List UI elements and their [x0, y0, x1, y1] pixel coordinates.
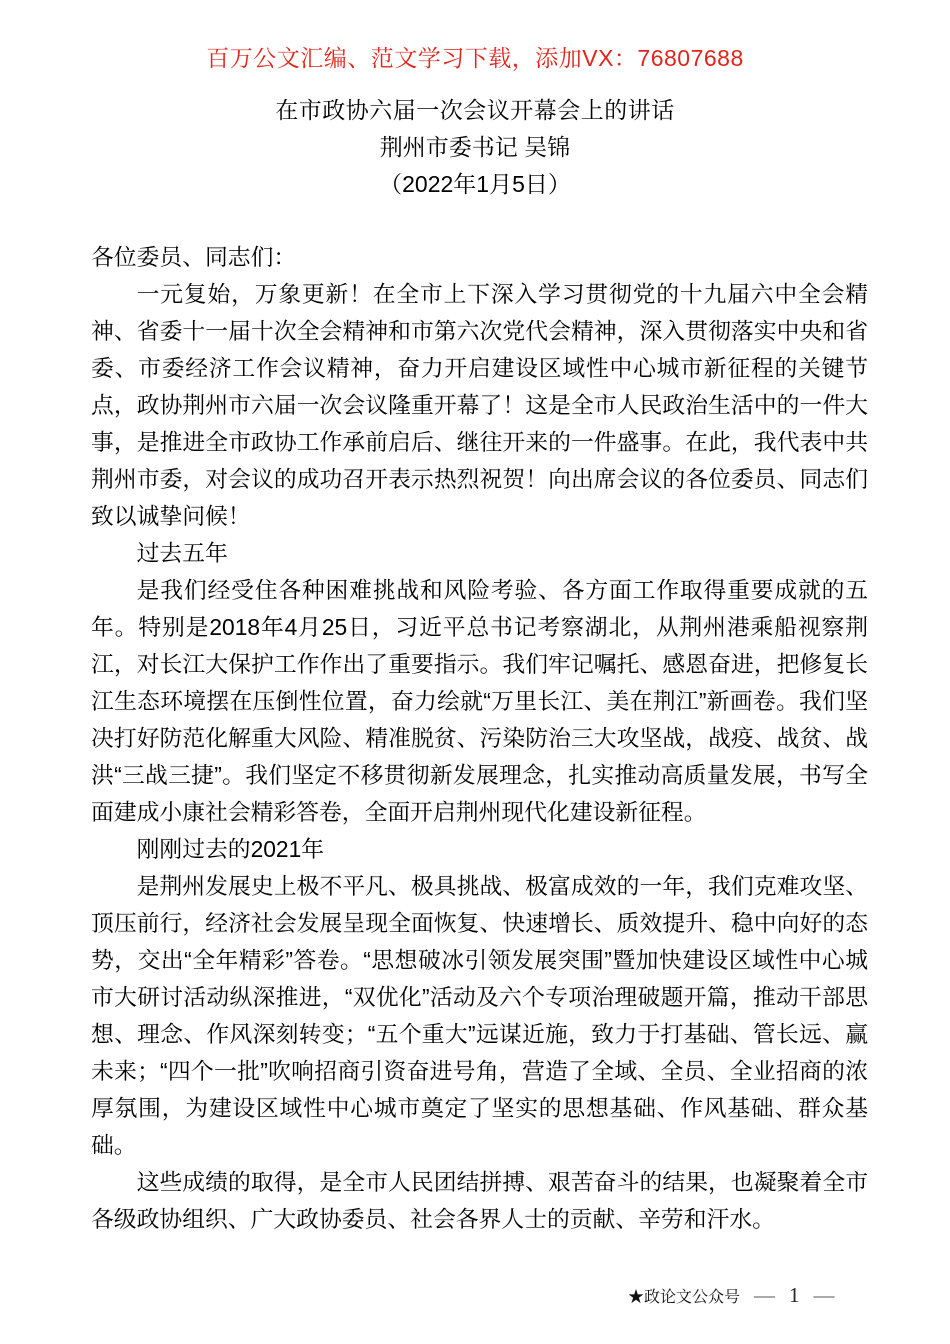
paragraph-year-2021: 是荆州发展史上极不平凡、极具挑战、极富成效的一年，我们克难攻坚、顶压前行，经济社会发展呈现全面恢复、快速增长、质效提升、稳中向好的态势，交出“全年精彩”答卷。“思想破冰引领发展突围”暨加快建设区域性中心城市大研讨活动纵深推进，“双优化”活动及六个专项治理破题开篇，推动干部思想、理念、作风深刻转变；“五个重大”远谋近施，致力于打基础、管长远、赢未来；“四个一批”吹响招商引资奋进号角，营造了全域、全员、全业招商的浓厚氛围，为建设区域性中心城市奠定了坚实的思想基础、作风基础、群众基础。 — [91, 873, 868, 1158]
page-number — [754, 1283, 835, 1308]
footer-brand: ★政论文公众号 — [628, 1288, 741, 1306]
document-title: 在市政协六届一次会议开幕会上的讲话 — [275, 97, 675, 123]
page-number-dash-right: — — [813, 1282, 835, 1307]
page-number-dash-left: — — [754, 1282, 776, 1307]
document-author: 荆州市委书记 吴锦 — [379, 134, 571, 160]
page-number-value: 1 — [789, 1282, 800, 1307]
page-footer — [628, 1281, 835, 1309]
promo-notice: 百万公文汇编、范文学习下载，添加VX：76807688 — [206, 45, 744, 71]
section-heading-past-five-years: 过去五年 — [136, 540, 228, 566]
paragraph-past-five-years: 是我们经受住各种困难挑战和风险考验、各方面工作取得重要成就的五年。特别是2018年4月25日，习近平总书记考察湖北，从荆州港乘船视察荆江，对长江大保护工作作出了重要指示。我们牢记嘱托、感恩奋进，把修复长江生态环境摆在压倒性位置，奋力绘就“万里长江、美在荆江”新画卷。我们坚决打好防范化解重大风险、精准脱贫、污染防治三大攻坚战，战疫、战贫、战洪“三战三捷”。我们坚定不移贯彻新发展理念，扎实推动高质量发展，书写全面建成小康社会精彩答卷，全面开启荆州现代化建设新征程。 — [91, 577, 868, 825]
paragraph-opening: 一元复始，万象更新！在全市上下深入学习贯彻党的十九届六中全会精神、省委十一届十次全会精神和市第六次党代会精神，深入贯彻落实中央和省委、市委经济工作会议精神，奋力开启建设区域性中心城市新征程的关键节点，政协荆州市六届一次会议隆重开幕了！这是全市人民政治生活中的一件大事，是推进全市政协工作承前启后、继往开来的一件盛事。在此，我代表中共荆州市委，对会议的成功召开表示热烈祝贺！向出席会议的各位委员、同志们致以诚挚问候！ — [91, 281, 868, 529]
section-heading-year-2021: 刚刚过去的2021年 — [136, 836, 325, 862]
salutation: 各位委员、同志们： — [91, 244, 297, 270]
document-body — [91, 239, 868, 1238]
paragraph-acknowledgement: 这些成绩的取得，是全市人民团结拼搏、艰苦奋斗的结果，也凝聚着全市各级政协组织、广大政协委员、社会各界人士的贡献、辛劳和汗水。 — [91, 1169, 868, 1232]
document-date: （2022年1月5日） — [379, 171, 571, 197]
document-header — [0, 92, 950, 203]
